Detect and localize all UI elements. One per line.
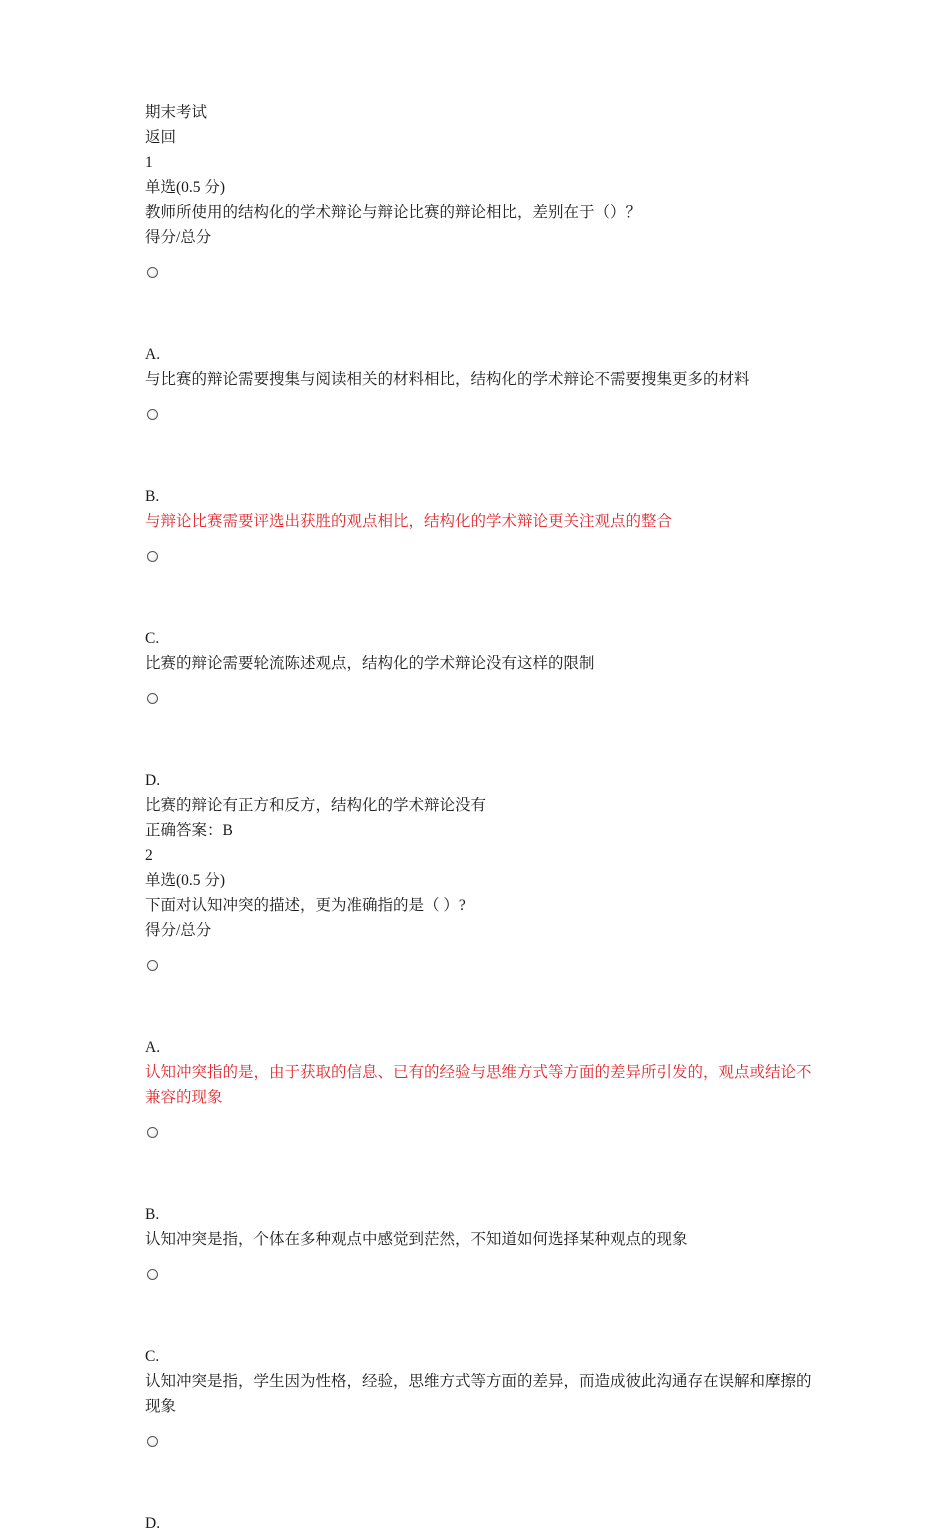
option-text: 认知冲突是指，学生因为性格，经验，思维方式等方面的差异，而造成彼此沟通存在误解和摩擦的现象 [145, 1373, 812, 1415]
option-text-correct: 认知冲突指的是，由于获取的信息、已有的经验与思维方式等方面的差异所引发的，观点或结论不兼容的现象 [145, 1064, 812, 1106]
option-letter: B. [145, 488, 160, 505]
option-text: 认知冲突是指，个体在多种观点中感觉到茫然，不知道如何选择某种观点的现象 [145, 1231, 688, 1248]
score-label: 得分/总分 [145, 922, 212, 939]
question-2 [145, 843, 825, 1536]
question-number: 2 [145, 847, 153, 864]
score-label: 得分/总分 [145, 229, 212, 246]
option-letter: D. [145, 1515, 161, 1532]
option-d-radio-row [145, 693, 825, 768]
option-letter: D. [145, 772, 161, 789]
option-text: 比赛的辩论需要轮流陈述观点，结构化的学术辩论没有这样的限制 [145, 655, 595, 672]
option-c-radio-row [145, 551, 825, 626]
back-link[interactable]: 返回 [145, 129, 177, 146]
option-letter: B. [145, 1206, 160, 1223]
radio-button[interactable] [147, 1436, 158, 1447]
option-letter: A. [145, 346, 161, 363]
radio-button[interactable] [147, 409, 158, 420]
radio-button[interactable] [147, 551, 158, 562]
radio-button[interactable] [147, 1269, 158, 1280]
option-c-radio-row [145, 1269, 825, 1344]
option-text: 与比赛的辩论需要搜集与阅读相关的材料相比，结构化的学术辩论不需要搜集更多的材料 [145, 371, 750, 388]
option-text: 比赛的辩论有正方和反方，结构化的学术辩论没有 [145, 797, 487, 814]
option-b-radio-row [145, 409, 825, 484]
radio-button[interactable] [147, 960, 158, 971]
radio-button[interactable] [147, 1127, 158, 1138]
correct-answer: 正确答案：B [145, 822, 233, 839]
option-d-radio-row [145, 1436, 825, 1511]
question-type-score: 单选(0.5 分) [145, 179, 226, 196]
option-b-radio-row [145, 1127, 825, 1202]
option-letter: A. [145, 1039, 161, 1056]
page-title: 期末考试 [145, 104, 208, 121]
option-text-correct: 与辩论比赛需要评选出获胜的观点相比，结构化的学术辩论更关注观点的整合 [145, 513, 673, 530]
question-1 [145, 150, 825, 843]
option-letter: C. [145, 630, 160, 647]
radio-button[interactable] [147, 267, 158, 278]
question-number: 1 [145, 154, 153, 171]
question-type-score: 单选(0.5 分) [145, 872, 226, 889]
exam-page [145, 100, 825, 1536]
option-letter: C. [145, 1348, 160, 1365]
radio-button[interactable] [147, 693, 158, 704]
question-stem: 教师所使用的结构化的学术辩论与辩论比赛的辩论相比，差别在于（）？ [145, 204, 642, 221]
question-stem: 下面对认知冲突的描述，更为准确指的是（ ）? [145, 897, 466, 914]
option-a-radio-row [145, 960, 825, 1035]
option-a-radio-row [145, 267, 825, 342]
